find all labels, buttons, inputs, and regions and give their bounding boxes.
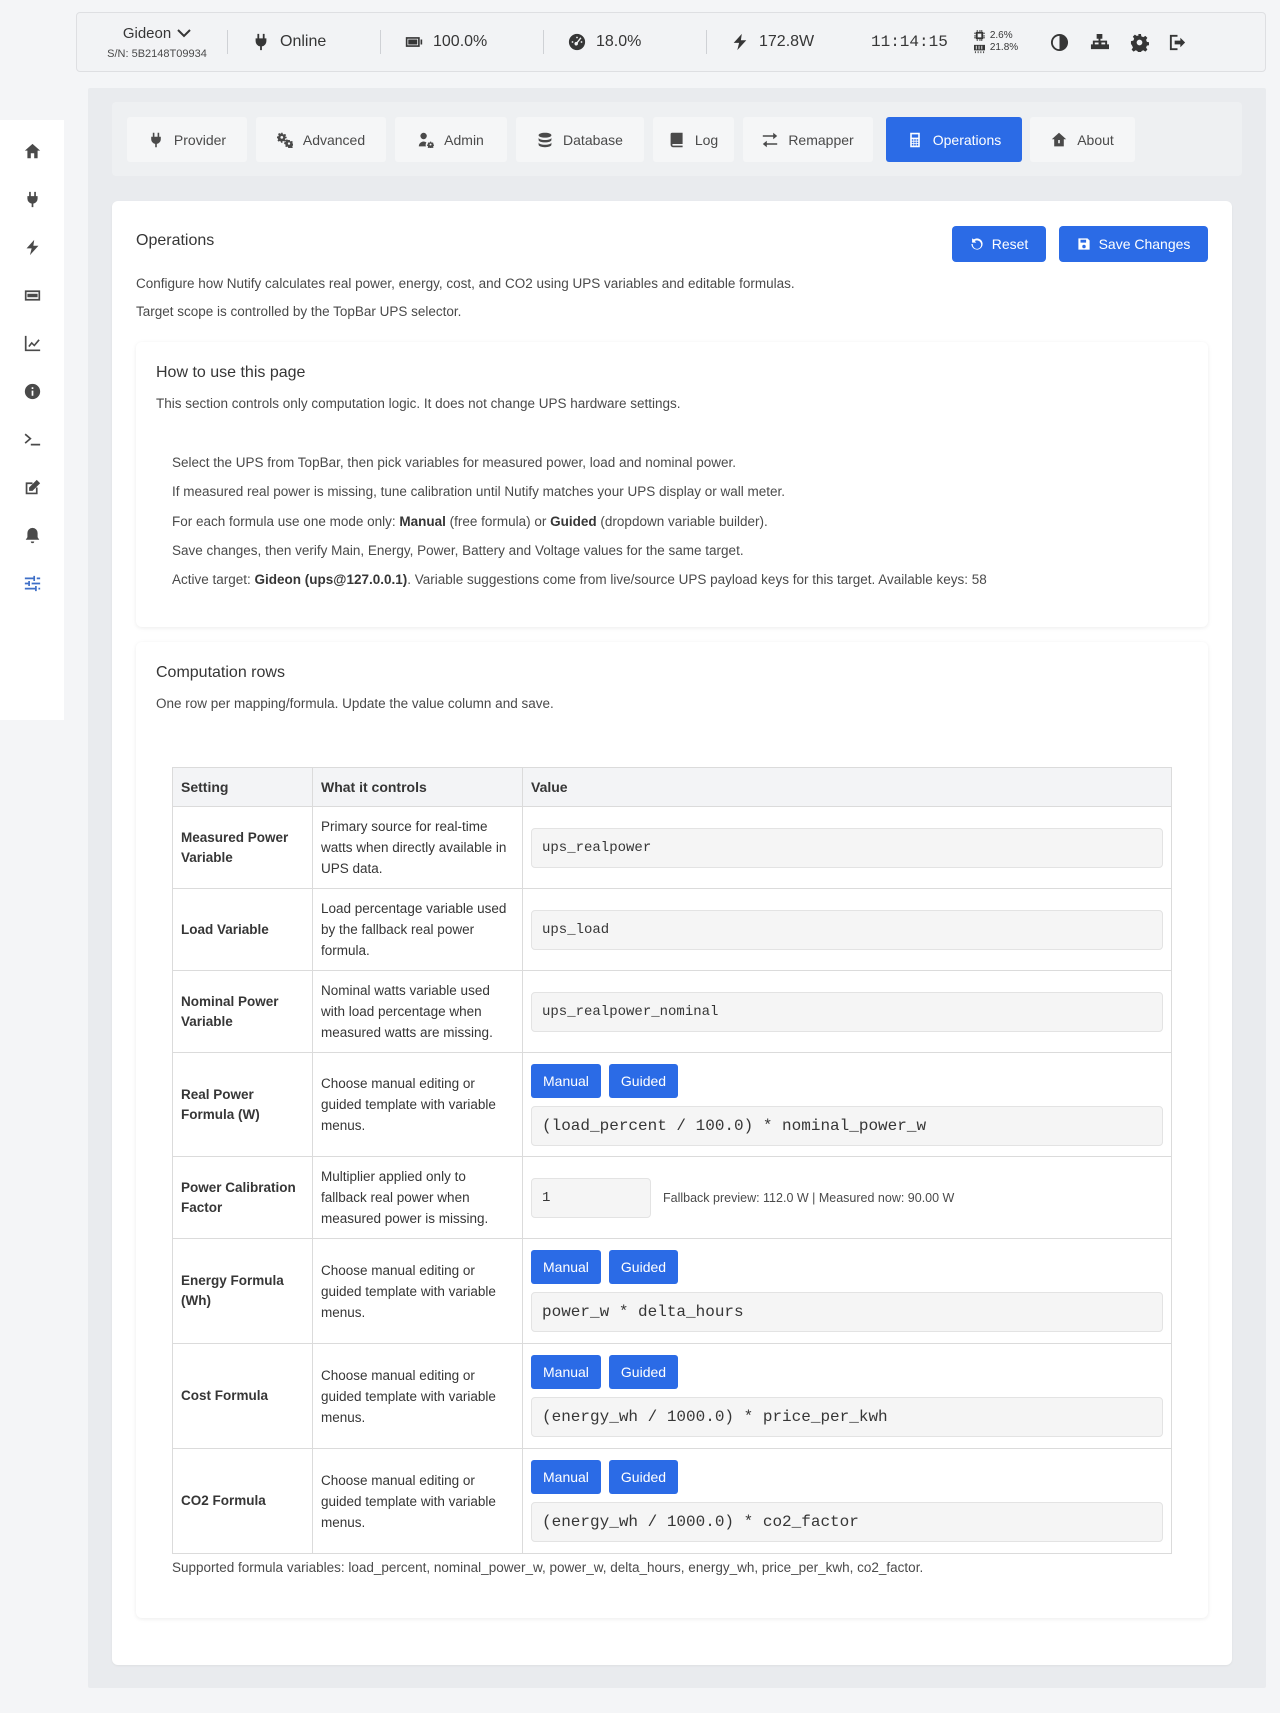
calibration-preview: Fallback preview: 112.0 W | Measured now: 90.00 W — [663, 1190, 955, 1205]
sidebar-item-ups[interactable] — [20, 187, 44, 211]
calculator-icon — [907, 132, 923, 148]
database-icon — [537, 132, 553, 148]
energy-formula-input[interactable]: power_w * delta_hours — [531, 1292, 1163, 1332]
setting-name: Energy Formula (Wh) — [173, 1239, 313, 1344]
top-bar — [76, 12, 1266, 72]
battery-icon — [24, 287, 41, 304]
chart-icon — [24, 335, 41, 352]
setting-description: Multiplier applied only to fallback real power when measured power is missing. — [313, 1157, 523, 1239]
table-row — [173, 1449, 1172, 1554]
bolt-icon — [731, 33, 749, 51]
howto-title: How to use this page — [156, 364, 306, 381]
divider — [227, 30, 228, 54]
sidebar-item-console[interactable] — [20, 427, 44, 451]
gear-icon — [1130, 33, 1149, 52]
tab-database[interactable]: Database — [516, 117, 644, 162]
logout-icon — [1168, 33, 1187, 52]
theme-toggle-button[interactable] — [1048, 31, 1070, 53]
house-icon — [1051, 132, 1067, 148]
main-panel — [88, 88, 1266, 1688]
scope-note: Target scope is controlled by the TopBar UPS selector. — [136, 304, 462, 319]
arrows-icon — [762, 132, 778, 148]
system-usage — [974, 30, 1018, 54]
operations-card — [112, 201, 1232, 1665]
reset-button[interactable]: Reset — [952, 226, 1046, 262]
tab-advanced[interactable]: Advanced — [256, 117, 386, 162]
page-title: Operations — [136, 232, 215, 249]
tab-remapper[interactable]: Remapper — [743, 117, 873, 162]
sidebar-item-notifications[interactable] — [20, 523, 44, 547]
guided-mode-button[interactable]: Guided — [609, 1250, 678, 1284]
tab-bar — [112, 102, 1242, 176]
save-icon — [1077, 237, 1091, 251]
co2-formula-input[interactable]: (energy_wh / 1000.0) * co2_factor — [531, 1502, 1163, 1542]
chevron-down-icon — [177, 28, 191, 38]
user-gear-icon — [418, 132, 434, 148]
plug-icon — [148, 132, 164, 148]
measured-power-variable-input[interactable]: ups_realpower — [531, 828, 1163, 868]
divider — [380, 30, 381, 54]
setting-name: Nominal Power Variable — [173, 971, 313, 1053]
setting-description: Primary source for real-time watts when directly available in UPS data. — [313, 807, 523, 889]
cpu-usage: 2.6% — [989, 30, 1013, 41]
memory-icon — [974, 43, 985, 54]
sidebar-item-home[interactable] — [20, 139, 44, 163]
cpu-icon — [974, 30, 985, 41]
bell-icon — [24, 527, 41, 544]
contrast-icon — [1050, 33, 1069, 52]
howto-step: Save changes, then verify Main, Energy, Power, Battery and Voltage values for the same target. — [172, 543, 744, 558]
column-header: What it controls — [313, 768, 523, 807]
howto-description: This section controls only computation logic. It does not change UPS hardware settings. — [156, 396, 681, 411]
load-indicator: 18.0% — [568, 33, 698, 51]
ups-selector[interactable] — [77, 25, 217, 60]
setting-name: Real Power Formula (W) — [173, 1053, 313, 1157]
logout-button[interactable] — [1166, 31, 1188, 53]
gears-icon — [277, 132, 293, 148]
cost-formula-input[interactable]: (energy_wh / 1000.0) * price_per_kwh — [531, 1397, 1163, 1437]
tab-log[interactable]: Log — [653, 117, 734, 162]
guided-mode-button[interactable]: Guided — [609, 1460, 678, 1494]
ups-serial: S/N: 5B2148T09934 — [107, 47, 207, 60]
sidebar-item-charts[interactable] — [20, 331, 44, 355]
battery-icon — [405, 33, 423, 51]
tab-provider[interactable]: Provider — [127, 117, 247, 162]
gauge-icon — [568, 33, 586, 51]
plug-icon — [24, 191, 41, 208]
status-indicator: Online — [252, 33, 372, 51]
howto-step: If measured real power is missing, tune calibration until Nutify matches your UPS display or wall meter. — [172, 484, 786, 499]
sidebar-item-battery[interactable] — [20, 283, 44, 307]
setting-name: Measured Power Variable — [173, 807, 313, 889]
memory-usage: 21.8% — [989, 42, 1019, 53]
table-row — [173, 971, 1172, 1053]
computation-title: Computation rows — [156, 664, 285, 681]
table-row — [173, 1344, 1172, 1449]
manual-mode-button[interactable]: Manual — [531, 1250, 601, 1284]
edit-icon — [24, 479, 41, 496]
network-icon — [1090, 33, 1109, 52]
setting-description: Choose manual editing or guided template with variable menus. — [313, 1053, 523, 1157]
divider — [706, 30, 707, 54]
manual-mode-button[interactable]: Manual — [531, 1064, 601, 1098]
table-header — [173, 768, 1172, 807]
sidebar-item-power[interactable] — [20, 235, 44, 259]
home-icon — [24, 143, 41, 160]
ups-name: Gideon — [122, 24, 172, 42]
setting-description: Choose manual editing or guided template with variable menus. — [313, 1239, 523, 1344]
setting-name: Power Calibration Factor — [173, 1157, 313, 1239]
terminal-icon — [24, 431, 41, 448]
battery-indicator: 100.0% — [405, 33, 535, 51]
tab-admin[interactable]: Admin — [395, 117, 507, 162]
manual-mode-button[interactable]: Manual — [531, 1355, 601, 1389]
howto-step: Select the UPS from TopBar, then pick variables for measured power, load and nominal power. — [172, 455, 737, 470]
setting-description: Load percentage variable used by the fallback real power formula. — [313, 889, 523, 971]
column-header: Setting — [173, 768, 313, 807]
nominal-power-variable-input[interactable]: ups_realpower_nominal — [531, 992, 1163, 1032]
load-variable-input[interactable]: ups_load — [531, 910, 1163, 950]
page-description: Configure how Nutify calculates real power, energy, cost, and CO2 using UPS variables and editable formulas. — [136, 276, 795, 291]
undo-icon — [970, 237, 984, 251]
table-row — [173, 1053, 1172, 1157]
info-icon — [24, 383, 41, 400]
column-header: Value — [523, 768, 1172, 807]
settings-button[interactable] — [1128, 31, 1150, 53]
manual-mode-button[interactable]: Manual — [531, 1460, 601, 1494]
bolt-icon — [24, 239, 41, 256]
setting-name: CO2 Formula — [173, 1449, 313, 1554]
network-button[interactable] — [1088, 31, 1110, 53]
table-row — [173, 807, 1172, 889]
real-power-formula-input[interactable]: (load_percent / 100.0) * nominal_power_w — [531, 1106, 1163, 1146]
divider — [543, 30, 544, 54]
computation-description: One row per mapping/formula. Update the value column and save. — [156, 696, 554, 711]
power-indicator: 172.8W — [731, 33, 871, 51]
active-target: Active target: Gideon (ups@127.0.0.1). Variable suggestions come from live/source UPS payload keys for this target. Available keys: 58 — [172, 572, 987, 587]
tab-operations[interactable]: Operations — [886, 117, 1022, 162]
table-row — [173, 1157, 1172, 1239]
guided-mode-button[interactable]: Guided — [609, 1355, 678, 1389]
setting-description: Nominal watts variable used with load percentage when measured watts are missing. — [313, 971, 523, 1053]
tab-about[interactable]: About — [1030, 117, 1135, 162]
computation-table — [172, 767, 1172, 1554]
book-icon — [669, 132, 685, 148]
sliders-icon — [24, 575, 41, 592]
guided-mode-button[interactable]: Guided — [609, 1064, 678, 1098]
setting-description: Choose manual editing or guided template with variable menus. — [313, 1344, 523, 1449]
sidebar-item-operations[interactable] — [20, 571, 44, 595]
calibration-factor-input[interactable]: 1 — [531, 1178, 651, 1218]
computation-section — [136, 642, 1208, 1618]
plug-icon — [252, 33, 270, 51]
setting-description: Choose manual editing or guided template with variable menus. — [313, 1449, 523, 1554]
howto-section — [136, 342, 1208, 627]
setting-name: Cost Formula — [173, 1344, 313, 1449]
sidebar — [0, 120, 64, 720]
table-row — [173, 889, 1172, 971]
sidebar-item-info[interactable] — [20, 379, 44, 403]
setting-name: Load Variable — [173, 889, 313, 971]
howto-step: For each formula use one mode only: Manual (free formula) or Guided (dropdown variable builder). — [172, 514, 768, 529]
sidebar-item-edit[interactable] — [20, 475, 44, 499]
save-button[interactable]: Save Changes — [1059, 226, 1208, 262]
supported-variables-note: Supported formula variables: load_percent, nominal_power_w, power_w, delta_hours, energy_wh, price_per_kwh, co2_factor. — [172, 1560, 924, 1575]
clock: 11:14:15 — [871, 33, 948, 51]
table-row — [173, 1239, 1172, 1344]
